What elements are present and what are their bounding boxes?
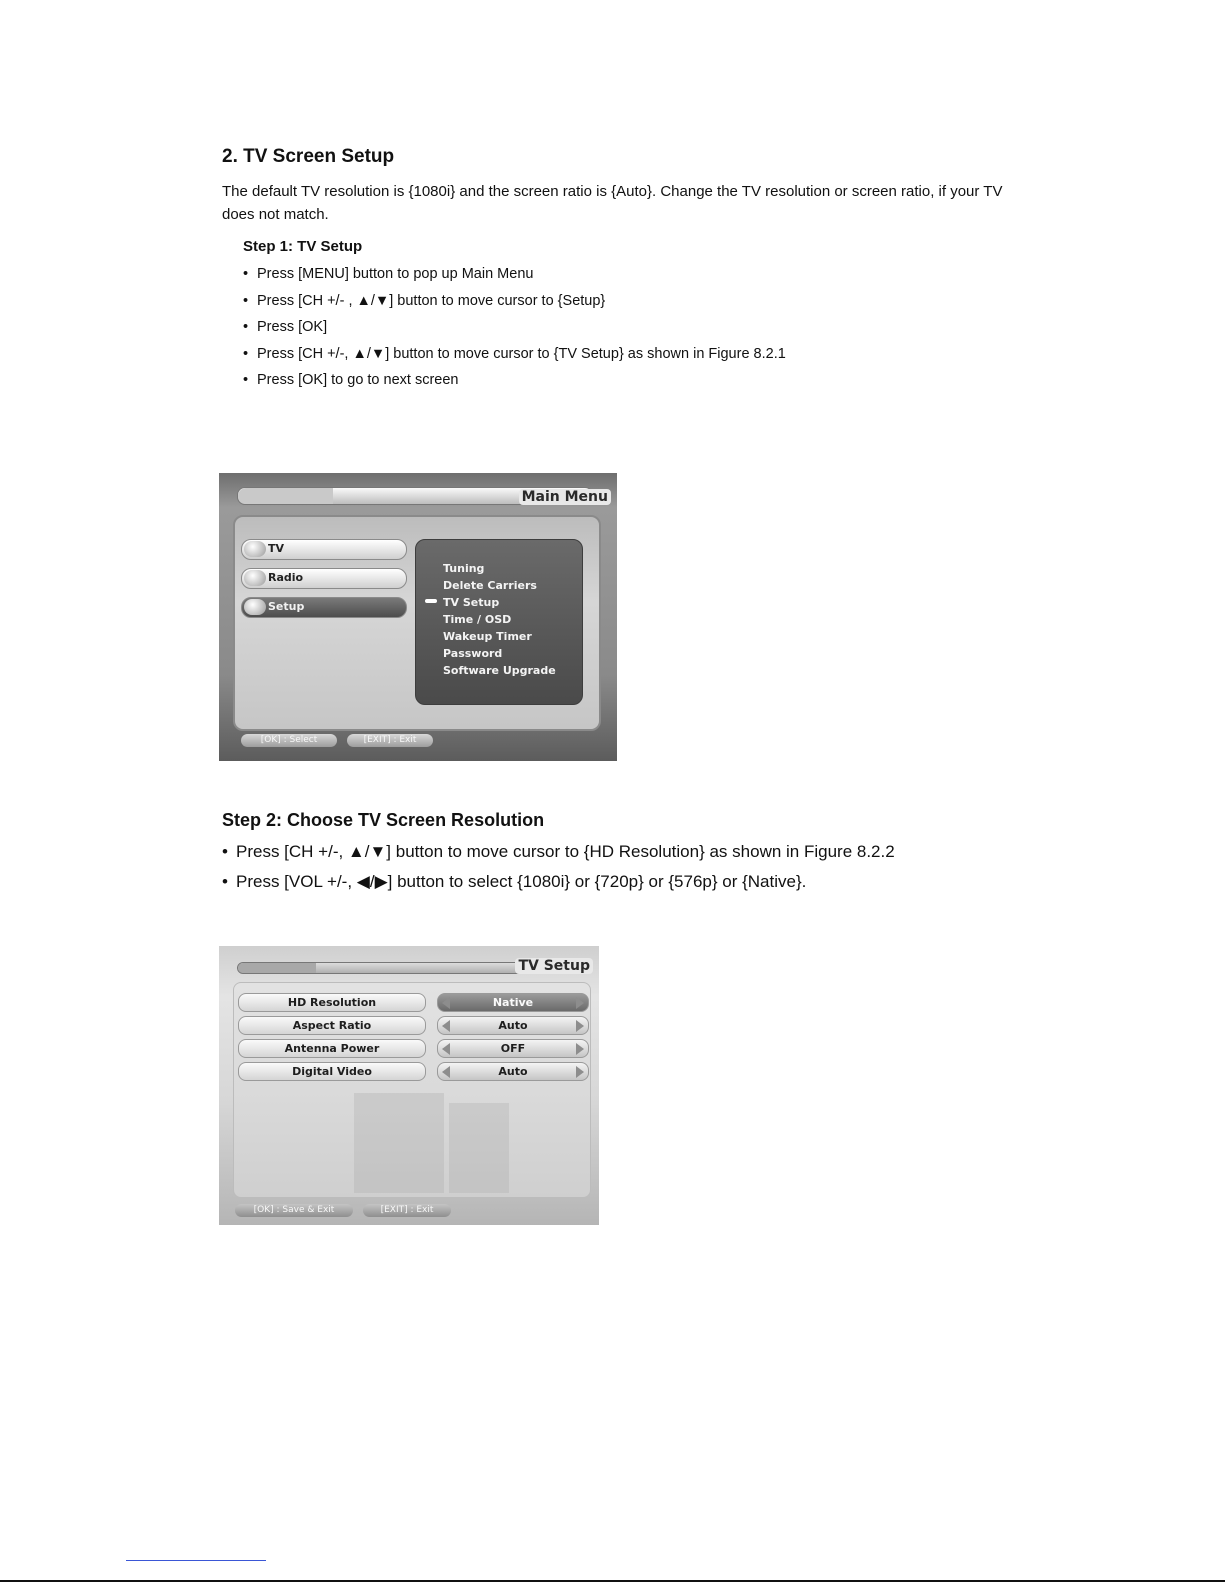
aspect-ratio-value[interactable]: Auto <box>437 1016 589 1035</box>
hd-resolution-value[interactable]: Native <box>437 993 589 1012</box>
submenu-item-software-upgrade[interactable]: Software Upgrade <box>443 664 556 677</box>
digital-video-value[interactable]: Auto <box>437 1062 589 1081</box>
aspect-ratio-label[interactable]: Aspect Ratio <box>238 1016 426 1035</box>
antenna-power-value[interactable]: OFF <box>437 1039 589 1058</box>
step2-title: Step 2: Choose TV Screen Resolution <box>222 810 545 830</box>
list-item: • Press [MENU] button to pop up Main Menu <box>243 266 534 282</box>
page-bottom-rule <box>0 1580 1225 1582</box>
arrow-left-icon[interactable] <box>442 1066 450 1078</box>
main-menu-panel <box>233 515 601 731</box>
arrow-left-icon[interactable] <box>442 1043 450 1055</box>
arrow-right-icon[interactable] <box>576 997 584 1009</box>
submenu-item-password[interactable]: Password <box>443 647 503 660</box>
tv-setup-title: TV Setup <box>515 958 593 974</box>
footer-link-underline <box>126 1560 266 1561</box>
list-item: • Press [OK] <box>243 319 328 335</box>
intro-paragraph: The default TV resolution is {1080i} and the screen ratio is {Auto}. Change the TV resolution or screen ratio, if your TV does not match. <box>222 183 1003 223</box>
list-item: • Press [CH +/-, ▲/▼] button to move cursor to {HD Resolution} as shown in Figure 8.2.2 <box>222 842 895 861</box>
menu-item-tv[interactable]: TV <box>241 539 407 560</box>
main-menu-title: Main Menu <box>519 489 611 505</box>
arrow-right-icon[interactable] <box>576 1043 584 1055</box>
digital-video-label[interactable]: Digital Video <box>238 1062 426 1081</box>
list-item: • Press [OK] to go to next screen <box>243 372 459 388</box>
exit-hint: [EXIT] : Exit <box>347 734 433 747</box>
step1-list <box>243 263 786 396</box>
ok-save-exit-hint: [OK] : Save & Exit <box>235 1204 353 1217</box>
arrow-left-icon[interactable] <box>442 997 450 1009</box>
hd-resolution-label[interactable]: HD Resolution <box>238 993 426 1012</box>
setup-submenu <box>415 539 583 705</box>
list-item: • Press [CH +/- , ▲/▼] button to move cursor to {Setup} <box>243 292 606 309</box>
section-title: 2. TV Screen Setup <box>222 146 395 167</box>
arrow-right-icon[interactable] <box>576 1066 584 1078</box>
submenu-item-delete-carriers[interactable]: Delete Carriers <box>443 579 537 592</box>
exit-hint: [EXIT] : Exit <box>363 1204 451 1217</box>
menu-item-radio[interactable]: Radio <box>241 568 407 589</box>
list-item: • Press [VOL +/-, ◀/▶] button to select {1080i} or {720p} or {576p} or {Native}. <box>222 872 807 891</box>
list-item: • Press [CH +/-, ▲/▼] button to move cursor to {TV Setup} as shown in Figure 8.2.1 <box>243 345 786 362</box>
step1-title: Step 1: TV Setup <box>243 238 363 255</box>
tv-setup-panel <box>233 982 591 1198</box>
ok-select-hint: [OK] : Select <box>241 734 337 747</box>
menu-item-setup[interactable]: Setup <box>241 597 407 618</box>
submenu-item-time-osd[interactable]: Time / OSD <box>443 613 512 626</box>
step2-list <box>222 839 895 899</box>
tv-setup-screenshot <box>219 946 599 1225</box>
cursor-marker-icon <box>425 599 437 603</box>
submenu-item-tuning[interactable]: Tuning <box>443 562 485 575</box>
submenu-item-wakeup-timer[interactable]: Wakeup Timer <box>443 630 532 643</box>
submenu-item-tv-setup[interactable]: TV Setup <box>443 596 500 609</box>
arrow-left-icon[interactable] <box>442 1020 450 1032</box>
main-menu-screenshot <box>219 473 617 761</box>
arrow-right-icon[interactable] <box>576 1020 584 1032</box>
antenna-power-label[interactable]: Antenna Power <box>238 1039 426 1058</box>
